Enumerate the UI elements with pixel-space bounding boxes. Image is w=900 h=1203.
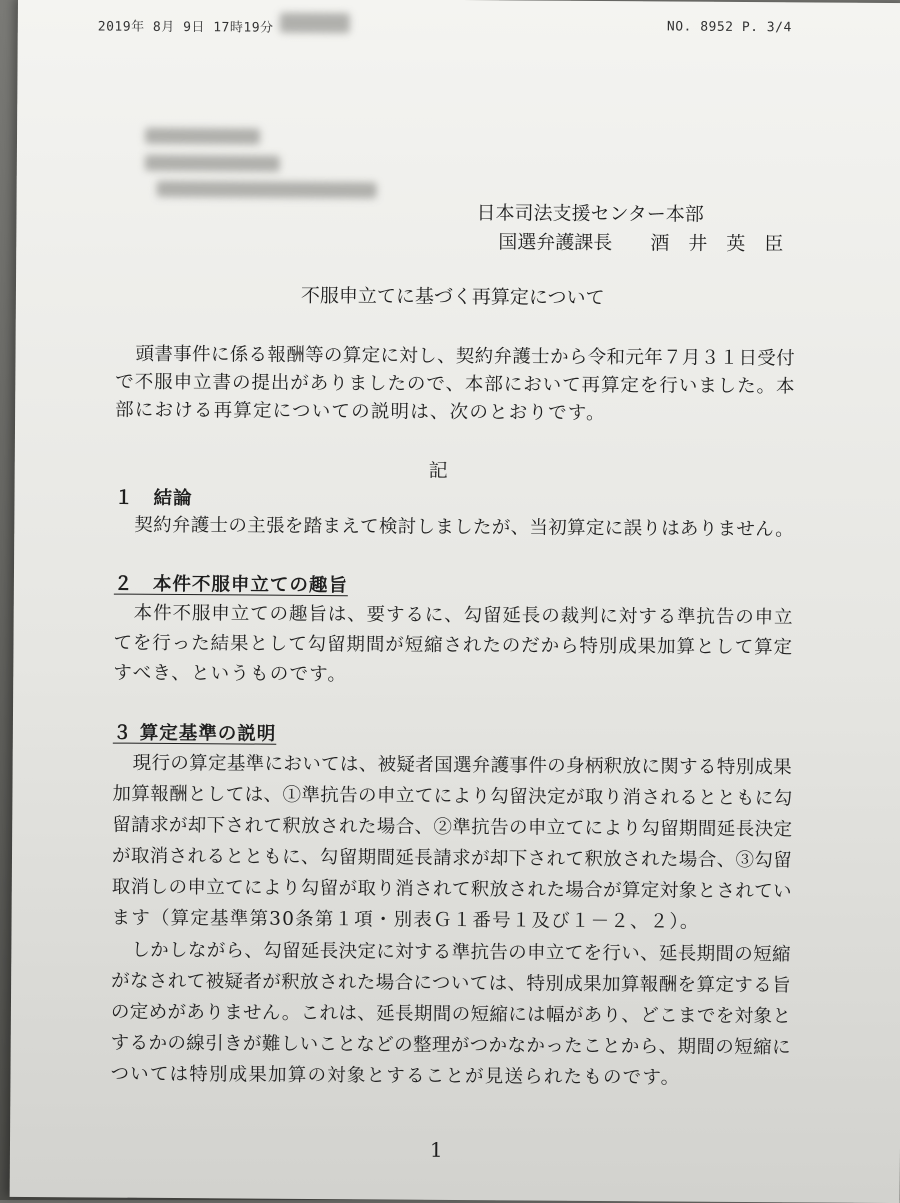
section-heading: ３ 算定基準の説明 xyxy=(112,722,277,745)
section-line: 加算報酬としては、①準抗告の申立てにより勾留決定が取り消されるとともに勾 xyxy=(112,783,793,810)
redacted-header-block xyxy=(280,13,350,33)
page-number: 1 xyxy=(429,1137,443,1162)
section-line: 留請求が却下されて釈放された場合、②準抗告の申立てにより勾留期間延長決定 xyxy=(112,814,793,841)
section-heading: １ 結論 xyxy=(114,487,193,510)
section-heading: ２ 本件不服申立ての趣旨 xyxy=(113,573,348,597)
section-line: の定めがありません。これは、延長期間の短縮には幅があり、どこまでを対象と xyxy=(110,1001,792,1028)
sender-org: 日本司法支援センター本部 xyxy=(476,202,704,226)
section-line: しかしながら、勾留延長決定に対する準抗告の申立てを行い、延長期間の短縮 xyxy=(131,939,791,966)
section-line: すべき、というものです。 xyxy=(113,662,348,686)
redacted-recipient-line-2 xyxy=(145,155,280,172)
section-line: がなされて被疑者が釈放された場合については、特別成果加算報酬を算定する旨 xyxy=(111,970,792,997)
fax-header xyxy=(18,13,900,43)
redacted-recipient-line-3 xyxy=(157,181,377,199)
intro-line: で不服申立書の提出がありましたので、本部において再算定を行いました。本 xyxy=(115,371,796,398)
ki-marker: 記 xyxy=(428,459,448,482)
section-line: が取消されるとともに、勾留期間延長請求が却下されて釈放された場合、③勾留 xyxy=(111,845,793,872)
section-line: 取消しの申立てにより勾留が取り消されて釈放された場合が算定対象とされてい xyxy=(111,876,793,903)
intro-line: 頭書事件に係る報酬等の算定に対し、契約弁護士から令和元年７月３１日受付 xyxy=(135,343,796,370)
section-line: ついては特別成果加算の対象とすることが見送られたものです。 xyxy=(110,1063,681,1089)
fax-number-page: NO. 8952 P. 3/4 xyxy=(666,19,792,36)
section-line: 契約弁護士の主張を踏まえて検討しましたが、当初算定に誤りはありません。 xyxy=(134,514,795,541)
document-page xyxy=(10,0,900,1203)
section-line: ます（算定基準第30条第１項・別表Ｇ１番号１及び１－２、２）。 xyxy=(111,907,700,933)
redacted-recipient-line-1 xyxy=(145,128,260,145)
fax-datetime: 2019年 8月 9日 17時19分 xyxy=(97,19,274,36)
intro-line: 部における再算定についての説明は、次のとおりです。 xyxy=(115,399,606,425)
section-line: てを行った結果として勾留期間が短縮されたのだから特別成果加算として算定 xyxy=(113,632,794,659)
document-title: 不服申立てに基づく再算定について xyxy=(300,284,605,309)
section-line: 現行の算定基準においては、被疑者国選弁護事件の身柄釈放に関する特別成果 xyxy=(132,752,793,779)
section-line: 本件不服申立ての趣旨は、要するに、勾留延長の裁判に対する準抗告の申立 xyxy=(133,602,794,629)
section-line: するかの線引きが難しいことなどの整理がつかなかったことから、期間の短縮に xyxy=(110,1032,791,1059)
sender-title-name: 国選弁護課長 酒 井 英 臣 xyxy=(498,231,784,256)
